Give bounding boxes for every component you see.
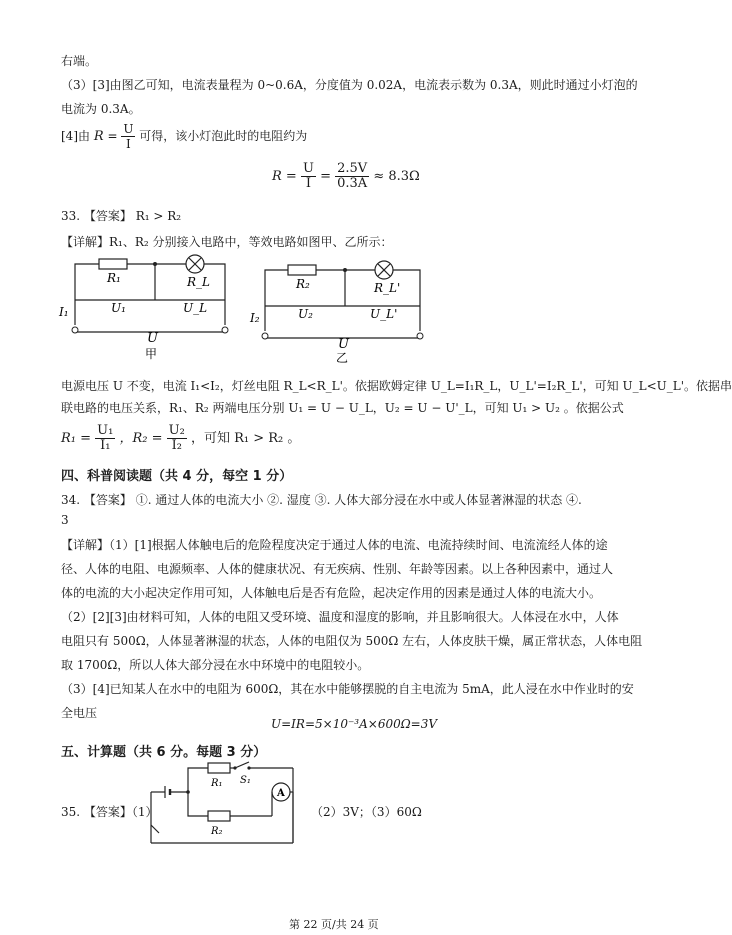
- l9-a-num: U₁: [97, 423, 114, 438]
- line-20: 35. 【答案】（1）: [61, 805, 158, 819]
- line-13: 径、人体的电阻、电源频率、人体的健康状况、有无疾病、性别、年龄等因素。以上各种因素中，通过人: [61, 562, 614, 576]
- eq1-i: I: [305, 176, 312, 191]
- yi-r: R₂: [296, 277, 310, 291]
- circuit-jia: [55, 250, 245, 362]
- circuit-yi: [250, 256, 440, 368]
- l9-b-den: I₂: [171, 438, 182, 453]
- line-8: 联电路的电压关系，R₁、R₂ 两端电压分别 U₁ = U − U_L，U₂ = U − U'_L，可知 U₁ > U₂ 。依据公式: [61, 401, 624, 415]
- equation-1: R = $\frac{U}{I}$ = $\frac{2.5V}{0.3A}$ ≈ 8.3Ω: [272, 161, 420, 191]
- section-4-heading: 四、科普阅读题（共 4 分，每空 1 分）: [61, 469, 293, 484]
- yi-rl: R_L': [374, 281, 401, 295]
- line-16: 电阻只有 500Ω，人体显著淋湿的状态，人体的电阻仅为 500Ω 左右，人体皮肤干燥，属正常状态，人体电阻: [61, 634, 643, 648]
- line-4-post: 可得，该小灯泡此时的电阻约为: [139, 129, 308, 143]
- line-17: 取 1700Ω，所以人体大部分浸在水中环境中的电阻较小。: [61, 658, 370, 672]
- line-19: 全电压: [61, 706, 98, 720]
- eq1-den: 0.3A: [337, 176, 368, 191]
- eq1-result: ≈ 8.3Ω: [373, 169, 420, 184]
- line-1: 右端。: [61, 54, 98, 68]
- c35-s1: S₁: [240, 775, 251, 786]
- jia-r: R₁: [107, 271, 121, 285]
- line-6: 【详解】R₁、R₂ 分别接入电路中，等效电路如图甲、乙所示：: [61, 235, 393, 249]
- jia-caption: 甲: [145, 347, 158, 361]
- line-11: 3: [61, 513, 69, 527]
- l9-a: R₁ =: [61, 431, 92, 446]
- l9-c: ，可知 R₁ > R₂ 。: [190, 431, 301, 446]
- circuit-35: [143, 755, 303, 850]
- c35-r2: R₂: [211, 826, 223, 837]
- line-7: 电源电压 U 不变，电流 I₁<I₂，灯丝电阻 R_L<R_L'。依据欧姆定律 U_L=I₁R_L，U_L'=I₂R_L'，可知 U_L<U_L'。依据串: [61, 379, 732, 393]
- line-20-b: （2）3V；（3）60Ω: [311, 805, 422, 819]
- jia-u1: U₁: [111, 301, 126, 315]
- section-5-heading: 五、计算题（共 6 分。每题 3 分）: [61, 745, 267, 760]
- line-15: （2）[2][3]由材料可知，人体的电阻又受环境、温度和湿度的影响，并且影响很大。人体浸在水中，人体: [61, 610, 619, 624]
- c35-r1: R₁: [211, 778, 223, 789]
- line-2: （3）[3]由图乙可知，电流表量程为 0~0.6A，分度值为 0.02A，电流表示数为 0.3A，则此时通过小灯泡的: [61, 78, 638, 92]
- yi-ul: U_L': [370, 307, 398, 321]
- line-5: 33. 【答案】 R₁ > R₂: [61, 209, 182, 223]
- eq1-lhs: R =: [272, 169, 297, 184]
- frac-u: U: [123, 122, 134, 136]
- frac-i: I: [126, 137, 131, 151]
- line-4-pre: [4]由: [61, 129, 90, 143]
- jia-i: I₁: [59, 305, 69, 319]
- line-14: 体的电流的大小起决定作用可知，人体触电后是否有危险，起决定作用的因素是通过人体的电流大小。: [61, 586, 602, 600]
- line-9: [61, 424, 300, 453]
- jia-rl: R_L: [187, 275, 211, 289]
- yi-caption: 乙: [336, 351, 349, 365]
- eq1-u: U: [302, 161, 314, 176]
- line-18: （3）[4]已知某人在水中的电阻为 600Ω，其在水中能够摆脱的自主电流为 5mA，此人浸在水中作业时的安: [61, 682, 634, 696]
- page-footer: 第 22 页/共 24 页: [289, 918, 379, 931]
- line-4: [4]由 R = $\frac{U}{I}$ 可得，该小灯泡此时的电阻约为: [61, 122, 308, 151]
- yi-i: I₂: [250, 311, 260, 325]
- equation-2: U=IR=5×10⁻³A×600Ω=3V: [271, 717, 438, 731]
- c35-meter: A: [277, 788, 285, 799]
- l9-a-den: I₁: [100, 438, 111, 453]
- l9-b-num: U₂: [168, 423, 185, 438]
- jia-u: U: [147, 331, 158, 346]
- eq1-num: 2.5V: [337, 161, 368, 176]
- line-3: 电流为 0.3A。: [61, 102, 141, 116]
- jia-ul: U_L: [183, 301, 208, 315]
- l9-b: ，R₂ =: [119, 431, 163, 446]
- yi-u: U: [338, 337, 349, 352]
- yi-u1: U₂: [298, 307, 313, 321]
- line-10: 34. 【答案】 ①. 通过人体的电流大小 ②. 湿度 ③. 人体大部分浸在水中或人体显著淋湿的状态 ④.: [61, 493, 582, 507]
- line-12: 【详解】（1）[1]根据人体触电后的危险程度决定于通过人体的电流、电流持续时间、电流流经人体的途: [61, 538, 608, 552]
